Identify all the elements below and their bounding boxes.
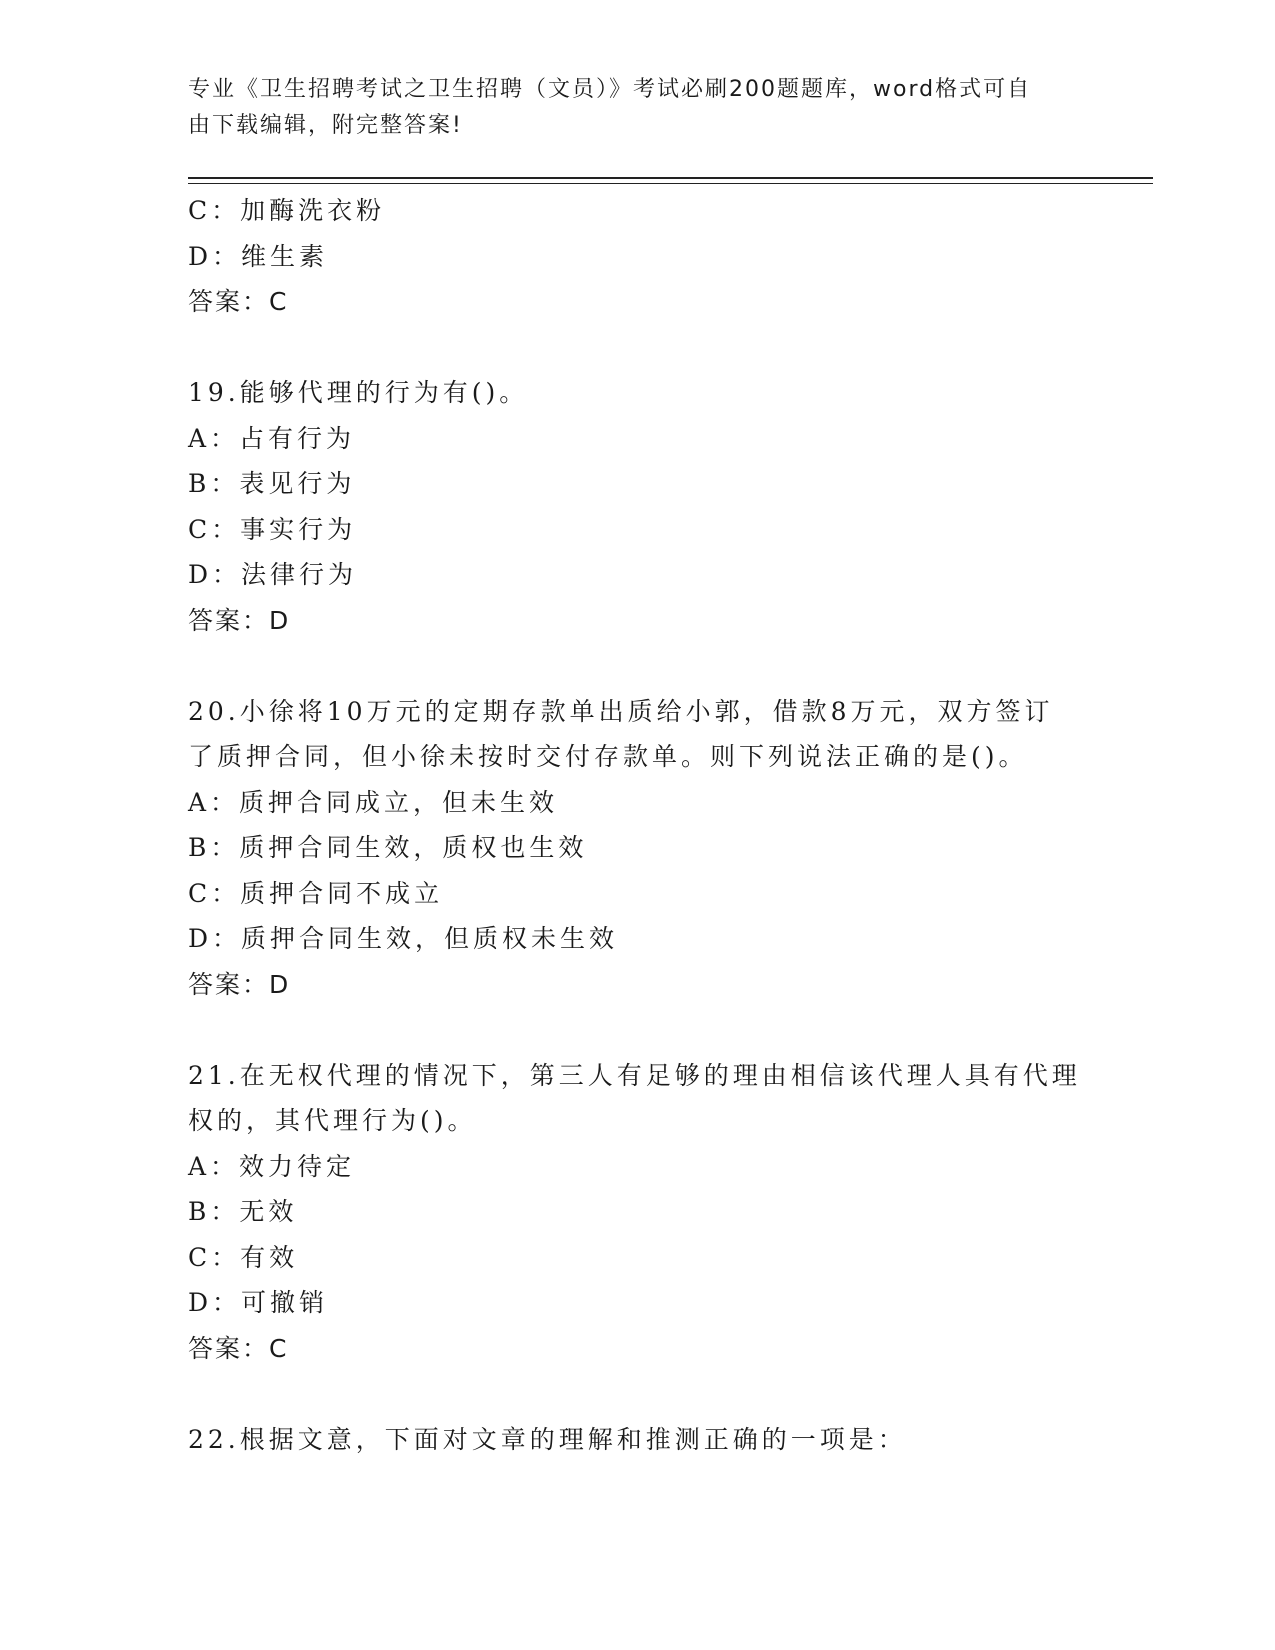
question-content [188,188,1088,1462]
option-c: C：事实行为 [188,514,357,544]
option-b: B：质押合同生效，质权也生效 [188,833,588,862]
answer-line: 答案：D [188,969,291,999]
option-d: D：可撤销 [188,1288,329,1317]
question-stem-line-2: 权的，其代理行为()。 [188,1106,477,1135]
option-a: A：质押合同成立，但未生效 [188,787,559,817]
option-a: A：占有行为 [188,423,356,453]
option-c: C：质押合同不成立 [188,878,444,908]
question-19 [188,370,1088,643]
option-a: A：效力待定 [188,1151,356,1181]
answer-line: 答案：C [188,1333,289,1363]
question-18-fragment [188,188,1088,325]
answer-line: 答案：D [188,605,291,635]
option-b: B：表见行为 [188,469,356,498]
question-stem-line-1: 21.在无权代理的情况下，第三人有足够的理由相信该代理人具有代理 [188,1060,1081,1090]
header-rule-thin [188,183,1153,184]
option-c: C：加酶洗衣粉 [188,196,386,225]
question-stem: 19.能够代理的行为有()。 [188,378,529,407]
header-line-2: 由下载编辑，附完整答案! [188,113,463,138]
question-22 [188,1417,1088,1463]
answer-line: 答案：C [188,287,289,316]
document-header [188,72,1068,144]
option-b: B：无效 [188,1197,298,1226]
option-d: D：质押合同生效，但质权未生效 [188,924,619,953]
option-d: D：法律行为 [188,560,358,589]
question-stem: 22.根据文意，下面对文章的理解和推测正确的一项是： [188,1424,907,1454]
question-20 [188,689,1088,1008]
question-stem-line-2: 了质押合同，但小徐未按时交付存款单。则下列说法正确的是()。 [188,742,1028,771]
header-rule-thick [188,177,1153,179]
option-d: D：维生素 [188,241,329,271]
question-stem-line-1: 20.小徐将10万元的定期存款单出质给小郭，借款8万元，双方签订 [188,696,1054,726]
header-line-1: 专业《卫生招聘考试之卫生招聘（文员）》考试必刷200题题库，word格式可自 [188,77,1032,102]
question-21 [188,1053,1088,1372]
option-c: C：有效 [188,1242,299,1272]
